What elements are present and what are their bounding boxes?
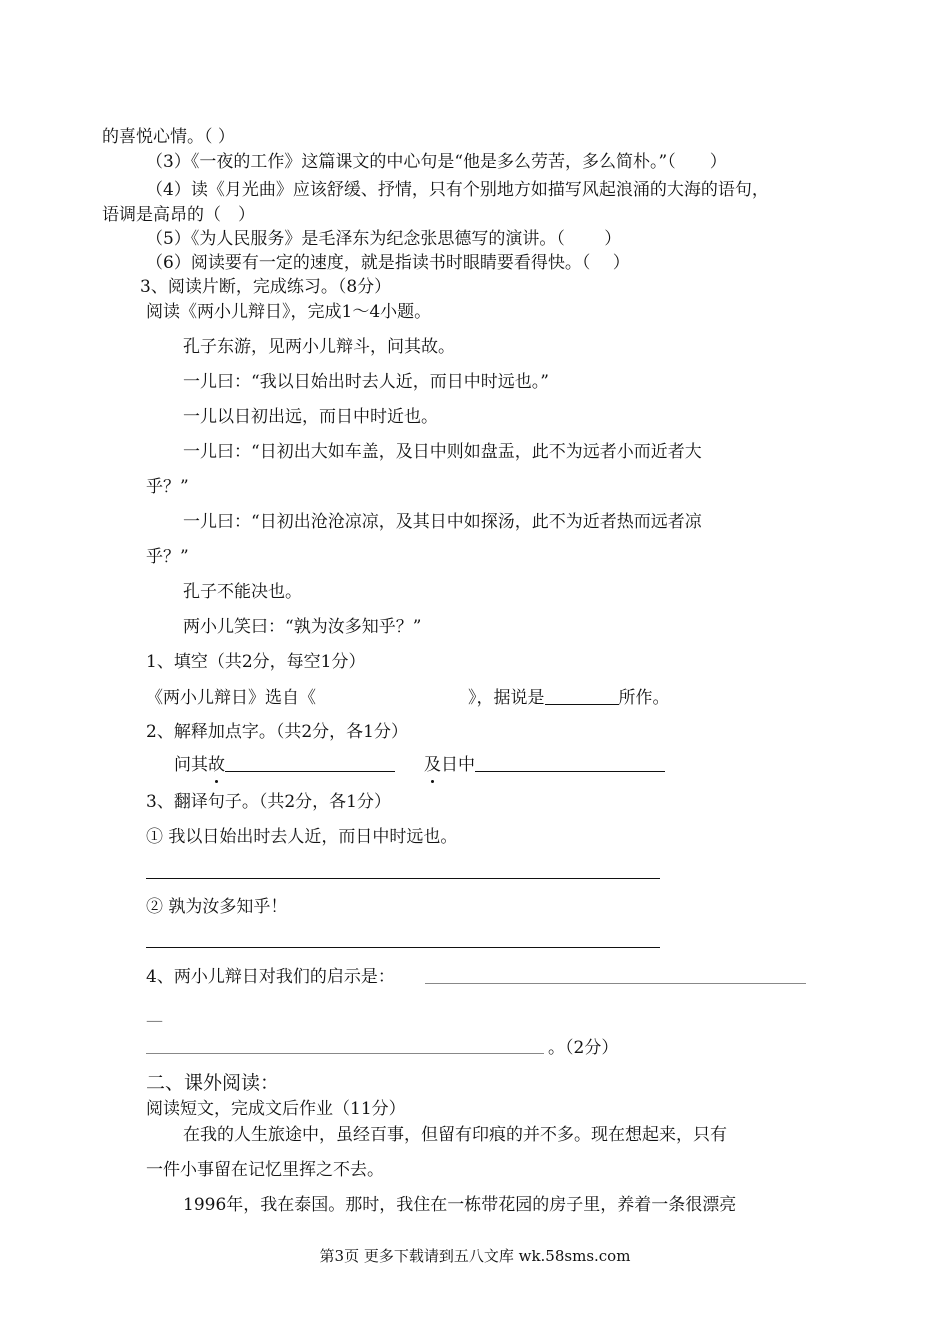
part2-heading: 二、课外阅读：: [146, 1072, 280, 1094]
q1-middle: 》，据说是: [468, 688, 545, 708]
q3-sentence-1: ① 我以日始出时去人近，而日中时远也。: [146, 827, 458, 847]
q4-label: 4、两小儿辩日对我们的启示是：: [146, 967, 395, 987]
q1-fill-row: [146, 686, 670, 709]
q2-blank-b[interactable]: [475, 753, 665, 772]
q4-dash: —: [146, 1011, 163, 1031]
q2-dotted-char-b: 及: [424, 755, 441, 775]
q2-blank-a[interactable]: [225, 753, 395, 772]
judge-item-5: （5）《为人民服务》是毛泽东为纪念张思德写的演讲。（ ）: [146, 229, 622, 249]
q3-answer-line-1[interactable]: [146, 878, 660, 879]
passage-line: 乎？”: [146, 547, 189, 567]
q4-score: 。（2分）: [548, 1038, 619, 1058]
section3-intro: 阅读《两小儿辩日》，完成1～4小题。: [146, 302, 432, 322]
page-footer: 第3页 更多下载请到五八文库 wk.58sms.com: [319, 1247, 631, 1265]
q1-prefix: 《两小儿辩日》选自《: [146, 688, 316, 708]
q3-answer-line-2[interactable]: [146, 947, 660, 948]
q2-dotted-char-a: 故: [208, 755, 225, 775]
part2-intro: 阅读短文，完成文后作业（11分）: [146, 1099, 406, 1119]
q2-word-b-suffix: 日中: [441, 755, 475, 775]
judge-item-3: （3）《一夜的工作》这篇课文的中心句是“他是多么劳苦，多么简朴。”（ ）: [146, 152, 727, 172]
judge-item-6: （6）阅读要有一定的速度，就是指读书时眼睛要看得快。（ ）: [146, 253, 630, 273]
passage-line: 一儿曰：“日初出大如车盖，及日中则如盘盂，此不为远者小而近者大: [183, 442, 702, 462]
item-continuation: 的喜悦心情。（ ）: [102, 127, 235, 147]
q2-word-a-prefix: 问其: [174, 755, 208, 775]
passage-line: 一儿曰：“我以日始出时去人近，而日中时远也。”: [183, 372, 549, 392]
passage-line: 一儿以日初出远，而日中时近也。: [183, 407, 438, 427]
q1-title: 1、填空（共2分，每空1分）: [146, 652, 366, 672]
passage-line: 孔子东游，见两小儿辩斗，问其故。: [183, 337, 455, 357]
passage-line: 一儿曰：“日初出沧沧凉凉，及其日中如探汤，此不为近者热而远者凉: [183, 512, 702, 532]
part2-paragraph-1b: 一件小事留在记忆里挥之不去。: [146, 1160, 384, 1180]
q4-answer-line-2[interactable]: [146, 1053, 544, 1054]
q2-title: 2、解释加点字。（共2分，各1分）: [146, 722, 408, 742]
q3-title: 3、翻译句子。（共2分，各1分）: [146, 792, 391, 812]
q4-answer-line-1[interactable]: [425, 983, 806, 984]
judge-item-4-line2: 语调是高昂的（ ）: [102, 205, 255, 225]
part2-paragraph-1a: 在我的人生旅途中，虽经百事，但留有印痕的并不多。现在想起来，只有: [183, 1125, 727, 1145]
passage-line: 乎？”: [146, 477, 189, 497]
passage-line: 孔子不能决也。: [183, 582, 302, 602]
judge-item-4-line1: （4）读《月光曲》应该舒缓、抒情，只有个别地方如描写风起浪涌的大海的语句，: [146, 180, 769, 200]
part2-paragraph-2: 1996年，我在泰国。那时，我住在一栋带花园的房子里，养着一条很漂亮: [183, 1195, 737, 1215]
q1-suffix: 所作。: [618, 688, 670, 708]
q1-blank-author[interactable]: [545, 686, 619, 705]
passage-line: 两小儿笑曰：“孰为汝多知乎？”: [183, 617, 422, 637]
section3-heading: 3、阅读片断，完成练习。（8分）: [140, 277, 392, 297]
q3-sentence-2: ② 孰为汝多知乎！: [146, 897, 288, 917]
q2-answer-row: [174, 753, 665, 776]
